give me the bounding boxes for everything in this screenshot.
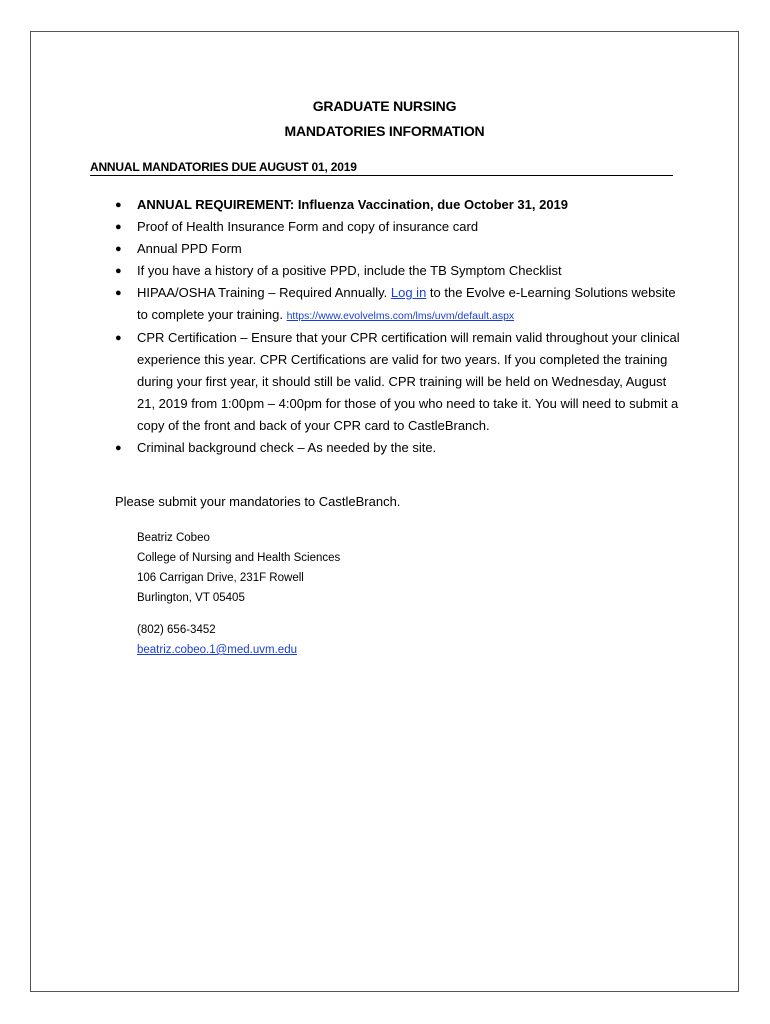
contact-name: Beatriz Cobeo [137, 532, 210, 544]
bullet-icon: ● [115, 332, 122, 344]
hipaa-text-pre: HIPAA/OSHA Training – Required Annually. [137, 285, 391, 300]
contact-address-line-1: 106 Carrigan Drive, 231F Rowell [137, 572, 304, 584]
list-item [115, 216, 685, 238]
bullet-icon: ● [115, 199, 122, 211]
document-title-line-1: GRADUATE NURSING [312, 98, 457, 114]
evolve-url-link[interactable]: https://www.evolvelms.com/lms/uvm/default.aspx [286, 310, 515, 322]
login-link[interactable]: Log in [390, 285, 427, 300]
list-item [115, 194, 685, 216]
list-item [115, 260, 685, 282]
contact-phone: (802) 656-3452 [137, 624, 216, 636]
bullet-icon: ● [115, 243, 122, 255]
list-item-text: CPR Certification – Ensure that your CPR certification will remain valid throughout your clinical experience this year. CPR Certifications are valid for two years. If you completed the training during your first year, it should still be valid. CPR training will be held on Wednesday, August 21, 2019 from 1:00pm – 4:00pm for those of you who need to take it. You will need to submit a copy of the front and back of your CPR card to CastleBranch. [137, 330, 680, 433]
document-page [30, 31, 739, 992]
list-item-text: If you have a history of a positive PPD, include the TB Symptom Checklist [137, 263, 562, 278]
submit-note: Please submit your mandatories to CastleBranch. [115, 494, 401, 509]
annual-requirement-text: ANNUAL REQUIREMENT: Influenza Vaccination, due October 31, 2019 [137, 197, 569, 212]
bullet-icon: ● [115, 221, 122, 233]
list-item [115, 437, 685, 459]
bullet-icon: ● [115, 287, 122, 299]
contact-spacer [137, 608, 340, 620]
list-item-text: Proof of Health Insurance Form and copy of insurance card [137, 219, 479, 234]
list-item [115, 238, 685, 260]
bullet-icon: ● [115, 442, 122, 454]
list-item [115, 282, 685, 327]
document-title-line-2: MANDATORIES INFORMATION [284, 123, 485, 139]
contact-block [137, 528, 340, 660]
contact-address-line-2: Burlington, VT 05405 [137, 592, 245, 604]
bullet-icon: ● [115, 265, 122, 277]
contact-email-link[interactable]: beatriz.cobeo.1@med.uvm.edu [137, 644, 297, 656]
list-item [115, 327, 685, 437]
list-item-text: Annual PPD Form [137, 241, 242, 256]
section-heading: ANNUAL MANDATORIES DUE AUGUST 01, 2019 [90, 160, 673, 176]
list-item-text: Criminal background check – As needed by the site. [137, 440, 437, 455]
contact-org: College of Nursing and Health Sciences [137, 552, 341, 564]
requirements-list [115, 194, 685, 459]
hipaa-text-post: to the Evolve e-Learning Solutions website to complete your training. [137, 285, 676, 322]
